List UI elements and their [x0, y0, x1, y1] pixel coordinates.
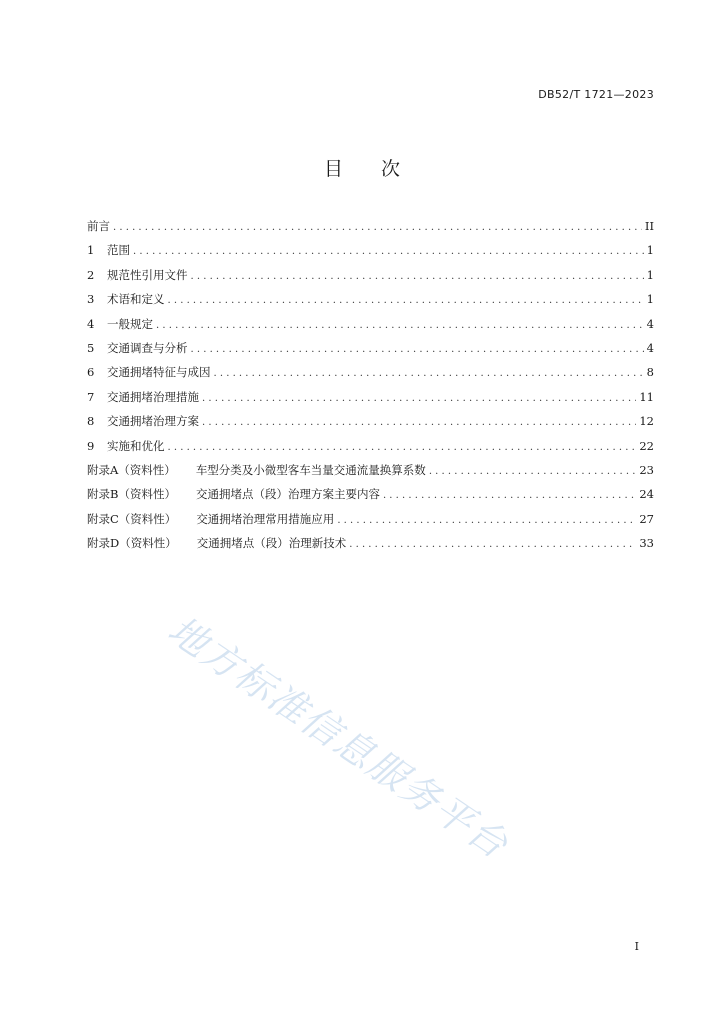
toc-entry-label: 车型分类及小微型客车当量交通流量换算系数: [195, 462, 426, 477]
toc-entry-number: 5: [87, 340, 95, 355]
toc-appendix-prefix: 附录C（资料性）: [87, 511, 177, 526]
toc-entry-page: 4: [646, 316, 654, 331]
toc-leader-dots: [202, 393, 636, 404]
toc-entry-page: 12: [639, 414, 654, 429]
toc-appendix-entry[interactable]: [87, 462, 654, 486]
toc-entry[interactable]: [87, 438, 654, 462]
toc-entry-label: 交通拥堵治理方案: [107, 414, 199, 429]
toc-entry-label: 术语和定义: [107, 292, 165, 307]
toc-entry-number: 6: [87, 365, 95, 380]
page-number: I: [634, 940, 639, 953]
page-title: [0, 154, 724, 181]
toc-entry-page: 27: [639, 511, 654, 526]
toc-entry-page: 1: [646, 267, 654, 282]
toc-entry-page: 1: [646, 292, 654, 307]
table-of-contents: [87, 218, 654, 559]
toc-entry-number: 9: [87, 438, 95, 453]
toc-entry-number: 3: [87, 292, 95, 307]
toc-leader-dots: [156, 320, 644, 331]
toc-entry[interactable]: [87, 267, 654, 291]
toc-entry-number: 8: [87, 414, 95, 429]
toc-leader-dots: [337, 515, 636, 526]
toc-entry-label: 交通拥堵治理措施: [107, 389, 199, 404]
toc-entry[interactable]: [87, 218, 654, 242]
toc-entry[interactable]: [87, 389, 654, 413]
toc-leader-dots: [191, 271, 644, 282]
document-id: DB52/T 1721—2023: [538, 88, 654, 101]
toc-appendix-entry[interactable]: [87, 511, 654, 535]
toc-leader-dots: [383, 490, 636, 501]
toc-entry-label: 前言: [87, 219, 110, 233]
toc-entry[interactable]: [87, 316, 654, 340]
toc-entry-number: 2: [87, 267, 95, 282]
toc-entry-label: 交通拥堵点（段）治理方案主要内容: [195, 487, 380, 502]
toc-entry-number: 7: [87, 389, 95, 404]
toc-entry-page: 33: [639, 536, 654, 551]
toc-entry-page: 23: [639, 462, 654, 477]
toc-leader-dots: [349, 539, 636, 550]
toc-entry-page: 8: [646, 365, 654, 380]
toc-appendix-prefix: 附录D（资料性）: [87, 536, 177, 551]
toc-entry-label: 交通拥堵治理常用措施应用: [196, 511, 335, 526]
toc-entry[interactable]: [87, 364, 654, 388]
toc-entry[interactable]: [87, 291, 654, 315]
toc-leader-dots: [429, 466, 637, 477]
toc-entry-page: 1: [646, 243, 654, 258]
toc-entry-page: 11: [639, 389, 654, 404]
toc-entry-label: 规范性引用文件: [107, 267, 188, 282]
toc-entry[interactable]: [87, 413, 654, 437]
toc-leader-dots: [214, 368, 644, 379]
toc-appendix-prefix: 附录A（资料性）: [87, 462, 176, 477]
toc-leader-dots: [168, 442, 637, 453]
toc-entry-label: 一般规定: [107, 316, 153, 331]
toc-appendix-prefix: 附录B（资料性）: [87, 487, 176, 502]
toc-entry[interactable]: [87, 242, 654, 266]
toc-entry-label: 范围: [107, 243, 130, 258]
toc-entry-label: 交通拥堵特征与成因: [107, 365, 211, 380]
toc-leader-dots: [113, 222, 642, 233]
toc-leader-dots: [168, 295, 644, 306]
toc-entry-label: 实施和优化: [107, 438, 165, 453]
title-char-1: 目: [323, 158, 343, 180]
toc-entry-page: 24: [639, 487, 654, 502]
toc-leader-dots: [133, 246, 644, 257]
toc-entry[interactable]: [87, 340, 654, 364]
toc-entry-number: 1: [87, 243, 95, 258]
toc-appendix-entry[interactable]: [87, 486, 654, 510]
toc-entry-page: 4: [646, 340, 654, 355]
toc-entry-number: 4: [87, 316, 95, 331]
title-char-2: 次: [381, 158, 401, 180]
toc-entry-label: 交通调查与分析: [107, 340, 188, 355]
toc-leader-dots: [191, 344, 644, 355]
toc-appendix-entry[interactable]: [87, 535, 654, 559]
toc-entry-page: II: [644, 219, 654, 233]
watermark-text: 地方标准信息服务平台: [160, 607, 517, 868]
toc-leader-dots: [202, 417, 636, 428]
toc-entry-page: 22: [639, 438, 654, 453]
toc-entry-label: 交通拥堵点（段）治理新技术: [196, 536, 347, 551]
